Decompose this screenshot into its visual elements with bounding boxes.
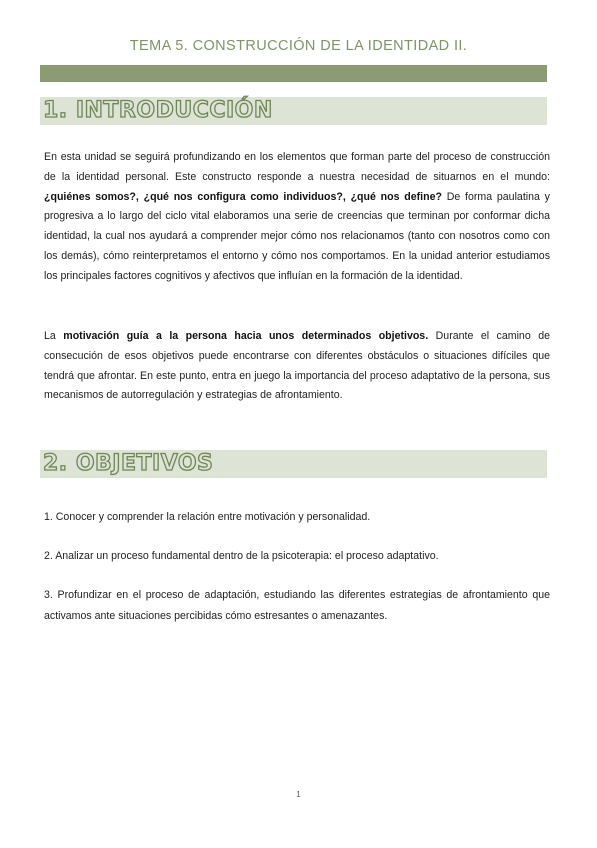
objective-item-3: 3. Profundizar en el proceso de adaptación, estudiando las diferentes estrategias de afrontamiento que activamos ante situaciones percibidas cómo estresantes o amenazantes.	[44, 589, 550, 622]
intro-p2-text-a: La	[44, 330, 64, 342]
page-number: 1	[296, 790, 301, 799]
intro-p1-text-a: En esta unidad se seguirá profundizando en los elementos que forman parte del proceso de construcción de la identidad personal. Este constructo responde a nuestra necesidad de situarnos en el mundo:	[44, 151, 550, 183]
intro-p2-text-b: Durante el camino de consecución de esos objetivos puede encontrarse con diferentes obstáculos o situaciones difíciles que tendrá que afrontar. En este punto, entra en juego la importancia del proceso adaptativo de la persona, sus mecanismos de autorregulación y estrategias de afrontamiento.	[44, 330, 550, 402]
intro-paragraph-2	[44, 327, 550, 406]
intro-p1-bold-questions: ¿quiénes somos?, ¿qué nos configura como individuos?, ¿qué nos define?	[44, 190, 442, 203]
document-title: TEMA 5. CONSTRUCCIÓN DE LA IDENTIDAD II.	[129, 38, 468, 54]
section-intro-band	[40, 97, 547, 125]
objective-item-2: 2. Analizar un proceso fundamental dentro de la psicoterapia: el proceso adaptativo.	[44, 550, 439, 562]
section-objetivos-band	[40, 450, 547, 478]
section-heading-objetivos: 2. OBJETIVOS	[43, 451, 214, 476]
title-underline-bar	[40, 65, 547, 82]
section-heading-introduccion: 1. INTRODUCCIÓN	[43, 98, 273, 123]
objective-item-1: 1. Conocer y comprender la relación entre motivación y personalidad.	[44, 511, 371, 523]
intro-p2-bold-motivation: motivación guía a la persona hacia unos determinados objetivos.	[63, 330, 429, 342]
intro-paragraph-1	[44, 148, 550, 287]
intro-p1-text-b: De forma paulatina y progresiva a lo largo del ciclo vital elaboramos una serie de creencias que terminan por conformar dicha identidad, la cual nos ayudará a comprender mejor cómo nos relacionamos (tanto con nosotros como con los demás), cómo reinterpretamos el entorno y cómo nos comportamos. En la unidad anterior estudiamos los principales factores cognitivos y afectivos que influían en la formación de la identidad.	[44, 190, 550, 282]
